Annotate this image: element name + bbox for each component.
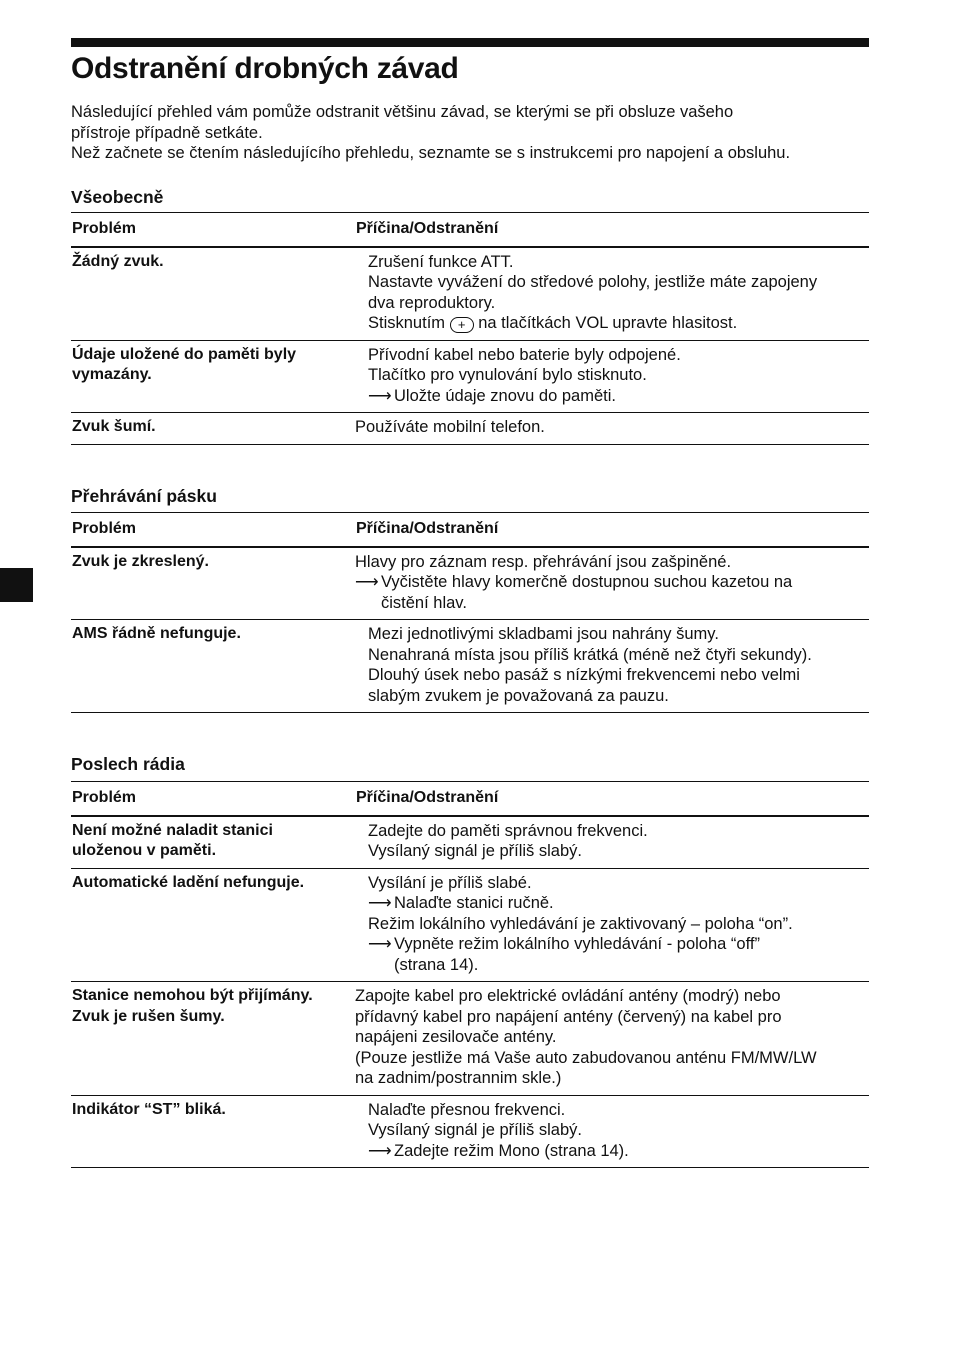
cause-cell	[355, 982, 869, 1096]
cause-cell	[355, 340, 869, 413]
header-rule	[71, 38, 869, 47]
problem-text: AMS řádně nefunguje.	[72, 625, 241, 642]
cause-text: na zadnim/postrannim skle.)	[355, 1069, 562, 1087]
table-row	[71, 1095, 869, 1168]
problem-text: Zvuk je zkreslený.	[72, 552, 209, 570]
arrow-icon: ⟶	[368, 1141, 392, 1160]
cause-text: Nastavte vyvážení do středové polohy, jestliže máte zapojeny	[368, 273, 818, 291]
cause-text	[355, 572, 869, 593]
intro-line: Následující přehled vám pomůže odstranit většinu závad, se kterými se při obsluze vašeho	[71, 103, 734, 121]
cause-text: Nenahraná místa jsou příliš krátká (méně než čtyři sekundy).	[368, 645, 812, 664]
cause-text: Zapojte kabel pro elektrické ovládání antény (modrý) nebo	[355, 987, 781, 1005]
col-header-cause: Příčina/Odstranění	[355, 213, 869, 247]
cause-text-part: Zadejte režim Mono (strana 14).	[394, 1141, 629, 1160]
problem-cell	[71, 547, 355, 620]
cause-text: Hlavy pro záznam resp. přehrávání jsou zašpiněné.	[355, 552, 732, 571]
col-header-cause: Příčina/Odstranění	[355, 782, 869, 816]
problem-text: Údaje uložené do paměti byly	[72, 345, 297, 363]
cause-text-part: na tlačítkách VOL upravte hlasitost.	[478, 314, 738, 332]
problem-cell	[71, 340, 355, 413]
table-row	[71, 413, 869, 445]
col-header-cause: Příčina/Odstranění	[355, 513, 869, 547]
col-header-problem: Problém	[71, 213, 355, 247]
arrow-icon: ⟶	[368, 894, 392, 912]
intro-line: přístroje případně setkáte.	[71, 123, 263, 142]
problem-cell	[71, 1095, 355, 1168]
cause-text: přídavný kabel pro napájení antény (červený) na kabel pro	[355, 1007, 782, 1026]
problem-cell	[71, 620, 355, 713]
problem-text: uloženou v paměti.	[72, 842, 217, 859]
page-title: Odstranění drobných závad	[71, 52, 459, 85]
problem-text: Automatické ladění nefunguje.	[72, 873, 305, 891]
cause-text-part: Uložte údaje znovu do paměti.	[394, 386, 616, 405]
cause-cell	[355, 816, 869, 869]
cause-text: (Pouze jestliže má Vaše auto zabudovanou anténu FM/MW/LW	[355, 1048, 817, 1067]
cause-text	[368, 893, 869, 914]
problem-text: Žádný zvuk.	[72, 252, 164, 270]
cause-cell	[355, 868, 869, 982]
table-header	[71, 513, 869, 547]
cause-text: Přívodní kabel nebo baterie byly odpojené.	[368, 345, 681, 364]
cause-text-part: Stisknutím	[368, 314, 446, 332]
cause-cell	[355, 620, 869, 713]
problem-text: Indikátor “ST” bliká.	[72, 1100, 226, 1118]
table-radio	[71, 781, 869, 1168]
problem-text: Zvuk šumí.	[72, 418, 156, 435]
cause-text: (strana 14).	[394, 955, 479, 974]
cause-text: slabým zvukem je považovaná za pauzu.	[368, 686, 669, 705]
table-tape	[71, 512, 869, 713]
table-row	[71, 340, 869, 413]
problem-cell	[71, 413, 355, 445]
cause-text: Nalaďte přesnou frekvenci.	[368, 1100, 566, 1119]
table-row	[71, 247, 869, 341]
col-header-problem: Problém	[71, 782, 355, 816]
cause-text: Vysílaný signál je příliš slabý.	[368, 842, 582, 860]
cause-text: dva reproduktory.	[368, 293, 496, 312]
cause-text: Vysílaný signál je příliš slabý.	[368, 1121, 582, 1139]
section-title-radio: Poslech rádia	[71, 754, 185, 774]
table-row	[71, 547, 869, 620]
cause-text-part: Vyčistěte hlavy komerčně dostupnou suchou kazetou na	[381, 573, 793, 591]
arrow-icon: ⟶	[368, 935, 392, 953]
section-tab-marker	[0, 568, 33, 602]
table-header	[71, 782, 869, 816]
cause-text: Dlouhý úsek nebo pasáž s nízkými frekvencemi nebo velmi	[368, 666, 800, 684]
cause-cell	[355, 547, 869, 620]
table-row	[71, 816, 869, 869]
table-row	[71, 868, 869, 982]
cause-text	[368, 934, 869, 955]
cause-text: Tlačítko pro vynulování bylo stisknuto.	[368, 366, 647, 384]
cause-text	[368, 386, 869, 407]
arrow-icon: ⟶	[368, 386, 392, 405]
cause-text	[368, 313, 869, 334]
plus-button-icon: +	[450, 317, 474, 333]
table-row	[71, 982, 869, 1096]
section-title-general: Všeobecně	[71, 187, 164, 207]
problem-text: Není možné naladit stanici	[72, 821, 273, 839]
problem-cell	[71, 247, 355, 341]
cause-cell	[355, 413, 869, 445]
problem-text: Stanice nemohou být přijímány.	[72, 987, 313, 1004]
intro-text	[71, 102, 871, 164]
problem-text: vymazány.	[72, 366, 152, 383]
cause-text: napájeni zesilovače antény.	[355, 1028, 557, 1046]
section-title-tape: Přehrávání pásku	[71, 486, 217, 506]
cause-cell	[355, 247, 869, 341]
table-general	[71, 212, 869, 445]
cause-text: Zadejte do paměti správnou frekvenci.	[368, 821, 648, 840]
problem-cell	[71, 868, 355, 982]
table-header	[71, 213, 869, 247]
cause-cell	[355, 1095, 869, 1168]
cause-text: Používáte mobilní telefon.	[355, 418, 545, 436]
intro-line: Než začnete se čtením následujícího přehledu, seznamte se s instrukcemi pro napojení a obsluhu.	[71, 144, 791, 162]
cause-text	[368, 1141, 869, 1162]
cause-text: čistění hlav.	[381, 593, 467, 612]
cause-text: Zrušení funkce ATT.	[368, 252, 514, 271]
problem-text: Zvuk je rušen šumy.	[72, 1007, 225, 1025]
table-row	[71, 620, 869, 713]
cause-text-part: Nalaďte stanici ručně.	[394, 894, 554, 912]
problem-cell	[71, 982, 355, 1096]
col-header-problem: Problém	[71, 513, 355, 547]
arrow-icon: ⟶	[355, 573, 379, 591]
cause-text: Vysílání je příliš slabé.	[368, 873, 532, 892]
cause-text: Režim lokálního vyhledávání je zaktivovaný – poloha “on”.	[368, 914, 793, 933]
problem-cell	[71, 816, 355, 869]
cause-text: Mezi jednotlivými skladbami jsou nahrány šumy.	[368, 625, 719, 643]
cause-text-part: Vypněte režim lokálního vyhledávání - poloha “off”	[394, 935, 760, 953]
